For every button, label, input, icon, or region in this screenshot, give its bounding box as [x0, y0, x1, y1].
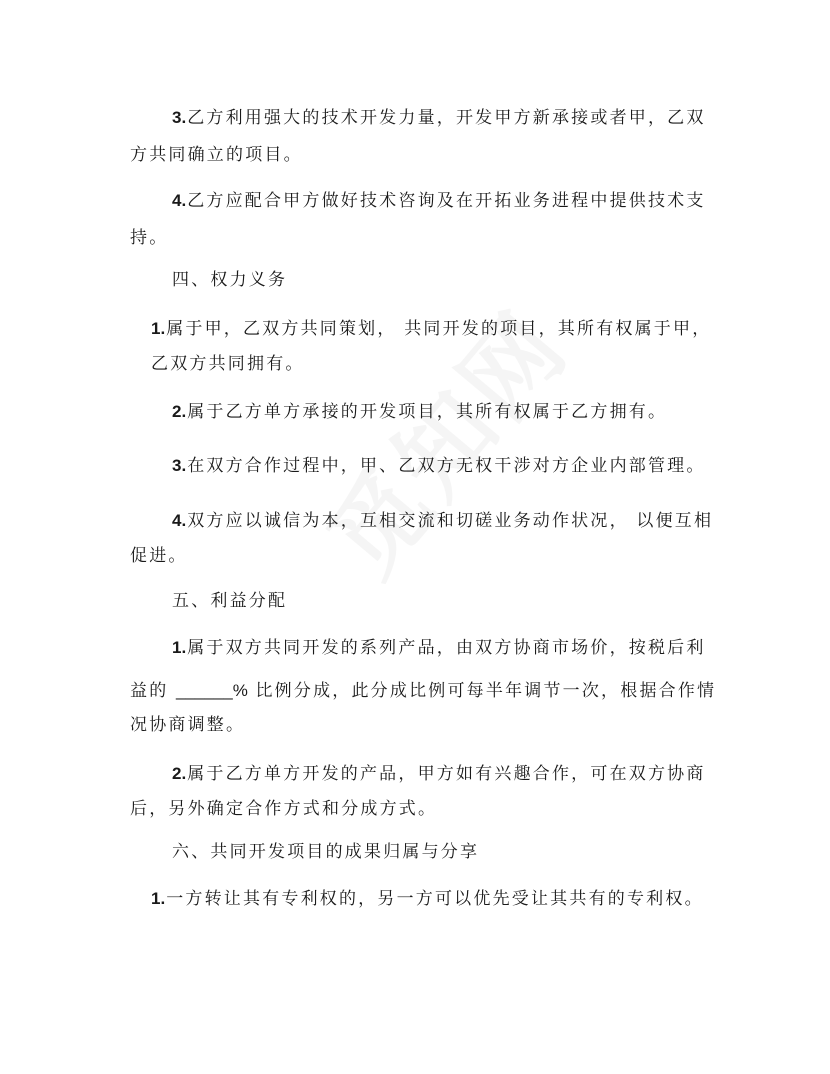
line-text: 持。	[130, 228, 169, 248]
line-text: 属于双方共同开发的系列产品，由双方协商市场价，按税后利	[187, 638, 706, 658]
item-number: 1.	[151, 889, 166, 908]
line-text: 属于乙方单方开发的产品，甲方如有兴趣合作，可在双方协商	[187, 764, 706, 784]
blank-field: ______%	[176, 681, 248, 700]
item-number: 3.	[172, 456, 187, 475]
paragraph-line	[130, 545, 188, 567]
paragraph-line	[130, 714, 245, 736]
item-number: 4.	[172, 191, 187, 210]
heading-text: 五、利益分配	[172, 591, 288, 611]
section-heading	[172, 590, 287, 612]
paragraph-line	[172, 401, 667, 423]
section-heading	[172, 269, 287, 291]
paragraph-line	[151, 353, 305, 375]
item-number: 4.	[172, 511, 187, 530]
line-text: 乙双方共同拥有。	[151, 354, 305, 374]
section-heading	[172, 841, 479, 863]
line-text: 一方转让其有专利权的，另一方可以优先受让其共有的专利权。	[166, 889, 704, 909]
paragraph-line	[130, 798, 437, 820]
item-number: 2.	[172, 402, 187, 421]
line-text: 促进。	[130, 546, 188, 566]
line-text: 方共同确立的项目。	[130, 145, 303, 165]
line-text: 比例分成，此分成比例可每半年调节一次，根据合作情	[247, 681, 717, 701]
paragraph-line	[172, 107, 706, 129]
line-text: 乙方利用强大的技术开发力量，开发甲方新承接或者甲，乙双	[187, 108, 706, 128]
line-text: 况协商调整。	[130, 715, 246, 735]
item-number: 3.	[172, 108, 187, 127]
item-number: 2.	[172, 764, 187, 783]
paragraph-line	[172, 190, 706, 212]
item-number: 1.	[172, 638, 187, 657]
line-text: 双方应以诚信为本，互相交流和切磋业务动作状况， 以便互相	[187, 511, 714, 531]
paragraph-line	[130, 680, 716, 702]
line-text: 在双方合作过程中，甲、乙双方无权干涉对方企业内部管理。	[187, 456, 706, 476]
paragraph-line	[151, 318, 711, 340]
paragraph-line	[151, 888, 704, 910]
paragraph-line	[172, 455, 706, 477]
item-number: 1.	[151, 319, 166, 338]
line-text: 益的	[130, 681, 177, 701]
line-text: 乙方应配合甲方做好技术咨询及在开拓业务进程中提供技术支	[187, 191, 706, 211]
paragraph-line	[130, 227, 168, 249]
line-text: 属于乙方单方承接的开发项目，其所有权属于乙方拥有。	[187, 402, 668, 422]
paragraph-line	[130, 144, 303, 166]
paragraph-line	[172, 637, 706, 659]
line-text: 后，另外确定合作方式和分成方式。	[130, 799, 438, 819]
heading-text: 四、权力义务	[172, 270, 288, 290]
heading-text: 六、共同开发项目的成果归属与分享	[172, 842, 480, 862]
paragraph-line	[172, 510, 713, 532]
line-text: 属于甲，乙双方共同策划， 共同开发的项目，其所有权属于甲，	[166, 319, 712, 339]
paragraph-line	[172, 763, 706, 785]
